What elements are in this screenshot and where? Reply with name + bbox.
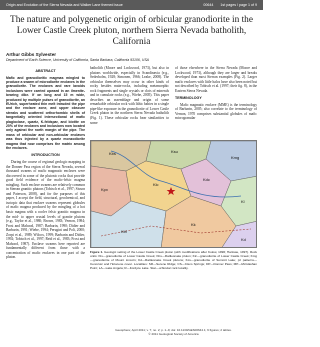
map-label: Kpx <box>101 187 108 192</box>
left-column <box>6 66 85 261</box>
map-label: Kbl <box>121 229 127 234</box>
figure-caption-title: Figure 1. <box>90 250 104 254</box>
terminology-text: Mafic magmatic enclave (MME) is the terminology of Barbarin, 2005; also correlate to the terminology of Vernon, 1970 comprises substantial globules of mafic microgranular <box>175 102 257 121</box>
map-label: Kbs <box>109 151 116 156</box>
journal-name: Origin and Evolution of the Sierra Nevada and Walker Lane themed issue <box>6 3 123 7</box>
abstract-heading: ABSTRACT <box>35 69 56 73</box>
figure-caption <box>90 250 257 270</box>
page-indicator <box>197 0 257 10</box>
map-label: Kl <box>241 199 245 204</box>
citation-line: Geosphere; April 2011; v. 7; no. 2; p. 1–9; doi: 10.1130/GES00644.1; 9 figures; 2 tables. <box>115 328 232 332</box>
article-title: The nature and polygenetic origin of orbicular granodiorite in the Lower Castle Creek pluton, northern Sierra Nevada batholith, California <box>10 15 253 47</box>
author-affiliation: Department of Earth Science, University of California, Santa Barbara, California 93106, USA <box>6 58 149 62</box>
map-label: Kd <box>241 237 246 242</box>
middle-column <box>90 66 169 126</box>
figure-caption-text: Geologic setting of the Lower Castle Creek pluton (with modifications after Kulow, 1996; Harlowe, 1997). Rock units: Kls—granodiorite of Lower Castle Creek; Kbs—Rattlesnake pluton; Klc—granodiorite of Lower Castle Creek; Kmg—granodiorite of Mount Lincoln; Kd—Rattlesnake Creek plutons; Kcs—granodiorite of Summit Lake; pz patterns—Cenozoic and Holocene cover. Localities: SR—Serene Ridge; CS—Cisco Springs; DP—Donner Pass; MP—McGlashan Point; LA—Lake Angela; R—Fordyce Lake. Star—orbicular rock locality. <box>90 250 257 270</box>
journal-header-bar <box>0 0 263 10</box>
right-intro-text: of those elsewhere in the Sierra Nevada (Moore and Lockwood, 1973), although they are larger and breaks developed than most Sierran examples (Fig. 2). Larger mafic enclaves with little halos have also been noted but not described by Tobisch et al. (1997; their fig. 8), in the Eastern Sierra Nevada. <box>175 66 257 93</box>
map-label: Ksu <box>171 149 178 154</box>
map-label: Klc <box>153 182 159 187</box>
geologic-map <box>91 141 257 248</box>
intro-text: During the course of regional geologic mapping in the Donner Pass region of the Sierra Nevada, several thousand swarms of mafic magmatic enclaves were discovered in some of the plutonic rocks that provide good field evidence of the mafic-felsic magma mingling. Such enclave swarms are relatively common in Sierran granitic plutons (Tobisch et al., 1997; Sisson and Paterson, 2008), and for the purposes of this paper, I accept the field, structural, geochemical, and isotopic data that enclave swarms represent globules of mafic magma produced by the mingling of a hot basic magma with a cooler felsic granitic magma in the mid- to upper crustal levels of granite plutons (e.g., Taylor et al., 1980; Brown, 1983; Vernon, 1984; Frost and Mahood, 1987; Barbarin, 1990; Didier and Barbarin, 1991; Wiebe, 1994; Perugini and Poli, 2000; Zorpi et al., 1989; Wilcox, 1999; Barbarin and Didier, 1992; Tobisch et al., 1997; Reid et al., 1983; Frost and Mahood, 1987). Enclave swarms here reported are fundamentally different from those with a concentration of mafic enclaves in one part of the pluton. <box>6 160 86 260</box>
right-column <box>175 66 257 122</box>
article-id: 00644 <box>203 3 214 7</box>
page-footer <box>90 329 257 337</box>
abstract-text: Mafic and granodioritic magmas mingled to produce a swarm of microdiorite enclaves in the granodiorite. The enclaves and rare lavoids inclusions were carried upward in an ilmenite-bearing dike. If on long and 15 m wide, produced by multiple pulses of granodiorite, an EUrich, superheated thin melt intruded the pipe and the enclave zone, and upper obscure streaks and scattered orthorhombic shells of tangentially oriented intersectional of mafic plagioclase, quartz, K-feldspar, and biotite on 20% of the enclaves and inclusions now located only against the north margin of the pipe. The mass of orbicular and non-orbicular enclaves was thus injected by a quartz monzodiorite magma that now comprises the matrix among the enclaves. <box>6 75 85 151</box>
middle-text: batholith (Moore and Lockwood, 1973), but also in plutons worldwide, especially in Scandinavia (e.g., Sederholm, 1928; Simonen, 1966; Leake, 2008). The orbicular themselves may occur in other kinds of rocky besides main-rocks, including metamorphic rock fragments and single crystals or clots of minerals and in cumulate rocks (e.g., Wiebe, 2005). This paper describes an assemblage and origin of some remarkable orbicular rock with lithic babies in a single pipe-like exposure in the granodiorite of Lower Castle Creek pluton in the northern Sierra Nevada batholith (Fig. 1). These orbicular rocks bear similarities to some <box>90 66 169 125</box>
geologic-map-figure <box>90 140 257 248</box>
map-label: Kdc <box>203 177 210 182</box>
map-label: Kk <box>191 222 196 227</box>
terminology-heading: TERMINOLOGY <box>175 96 202 101</box>
intro-heading: INTRODUCTION <box>31 153 60 158</box>
author-name: Arthur Gibbs Sylvester <box>6 52 57 57</box>
page-info: 1st pages / page 1 of 9 <box>220 3 257 7</box>
map-label: Kmg <box>231 155 240 160</box>
copyright-line: © 2011 Geological Society of America <box>148 331 199 336</box>
